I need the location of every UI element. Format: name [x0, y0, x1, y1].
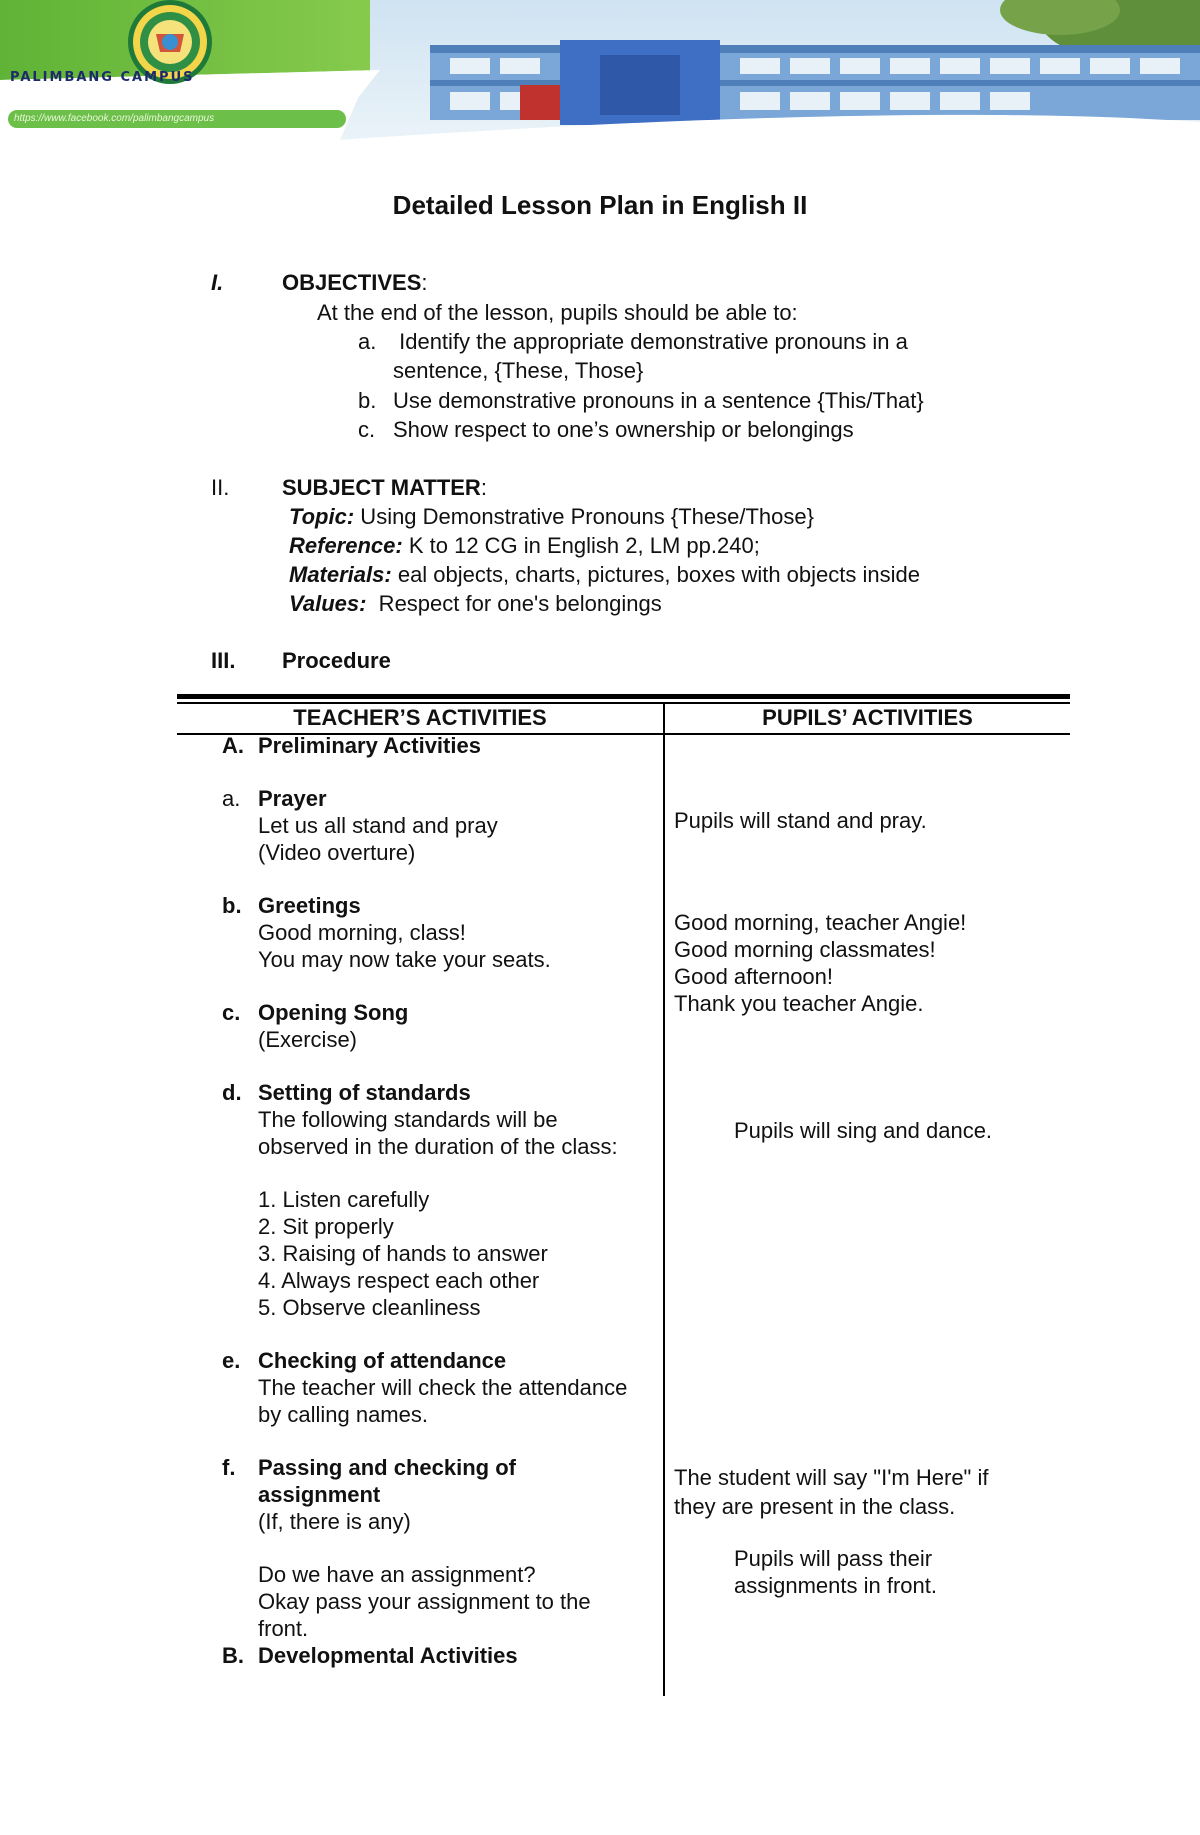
objectives-intro: At the end of the lesson, pupils should be able to:	[317, 300, 798, 325]
section-a-label: Preliminary Activities	[258, 733, 481, 758]
objective-b-letter: b.	[358, 388, 377, 413]
materials-line	[289, 562, 920, 588]
assignment-line-1: (If, there is any)	[258, 1509, 411, 1534]
section-a-letter: A.	[222, 733, 244, 758]
document-title: Detailed Lesson Plan in English II	[392, 190, 808, 220]
section-b-label: Developmental Activities	[258, 1643, 518, 1668]
objective-b-text: Use demonstrative pronouns in a sentence {This/That}	[393, 388, 924, 413]
objective-a-text-cont: sentence, {These, Those}	[393, 358, 644, 383]
topic-value: Using Demonstrative Pronouns {These/Those}	[354, 504, 814, 529]
pupils-greeting-2: Good morning classmates!	[674, 937, 936, 962]
greetings-line-2: You may now take your seats.	[258, 947, 551, 972]
greetings-label: Greetings	[258, 893, 361, 918]
pupils-prayer: Pupils will stand and pray.	[674, 808, 927, 833]
table-column-divider	[663, 704, 665, 1696]
standard-item-3: 3. Raising of hands to answer	[258, 1241, 548, 1266]
table-top-rule	[177, 694, 1070, 699]
greetings-line-1: Good morning, class!	[258, 920, 466, 945]
standard-item-4: 4. Always respect each other	[258, 1268, 540, 1293]
materials-value: eal objects, charts, pictures, boxes with objects inside	[391, 562, 920, 587]
greetings-letter: b.	[222, 893, 242, 918]
subject-heading-line	[282, 475, 487, 501]
col-pupils-header: PUPILS’ ACTIVITIES	[762, 705, 973, 730]
values-line	[289, 591, 662, 617]
song-letter: c.	[222, 1000, 241, 1025]
pupils-greeting-3: Good afternoon!	[674, 964, 834, 989]
pupils-song: Pupils will sing and dance.	[734, 1118, 993, 1143]
topic-line	[289, 504, 814, 530]
pupils-greeting-1: Good morning, teacher Angie!	[674, 910, 967, 935]
values-label: Values:	[289, 591, 367, 616]
col-teacher-header: TEACHER’S ACTIVITIES	[293, 705, 547, 730]
reference-label: Reference:	[289, 533, 403, 558]
song-label: Opening Song	[258, 1000, 409, 1025]
prayer-line-2: (Video overture)	[258, 840, 416, 865]
table-top-rule-thin	[177, 702, 1070, 704]
objective-a-text: Identify the appropriate demonstrative pronouns in a	[393, 329, 908, 354]
attendance-letter: e.	[222, 1348, 241, 1373]
materials-label: Materials:	[289, 562, 392, 587]
prayer-line-1: Let us all stand and pray	[258, 813, 498, 838]
assignment-line-4: front.	[258, 1616, 309, 1641]
header-banner	[0, 0, 1200, 140]
standard-item-2: 2. Sit properly	[258, 1214, 394, 1239]
pupils-attendance-1: The student will say "I'm Here" if	[674, 1465, 989, 1490]
topic-label: Topic:	[289, 504, 355, 529]
prayer-letter: a.	[222, 786, 241, 811]
subject-colon: :	[480, 475, 487, 500]
pupils-assignment-1: Pupils will pass their	[734, 1546, 933, 1571]
assignment-letter: f.	[222, 1455, 236, 1480]
objective-c-text: Show respect to one’s ownership or belongings	[393, 417, 854, 442]
standards-label: Setting of standards	[258, 1080, 471, 1105]
standards-line-2: observed in the duration of the class:	[258, 1134, 618, 1159]
values-value: Respect for one's belongings	[366, 591, 662, 616]
reference-line	[289, 533, 760, 559]
pupils-attendance-2: they are present in the class.	[674, 1494, 956, 1519]
procedure-heading: Procedure	[282, 648, 391, 673]
objectives-heading-line	[282, 270, 428, 296]
assignment-label-2: assignment	[258, 1482, 381, 1507]
objectives-numeral: I.	[211, 270, 224, 295]
attendance-label: Checking of attendance	[258, 1348, 507, 1373]
attendance-line-1: The teacher will check the attendance	[258, 1375, 628, 1400]
standard-item-5: 5. Observe cleanliness	[258, 1295, 481, 1320]
pupils-assignment-2: assignments in front.	[734, 1573, 937, 1598]
objectives-colon: :	[421, 270, 428, 295]
pupils-greeting-4: Thank you teacher Angie.	[674, 991, 924, 1016]
subject-heading: SUBJECT MATTER	[282, 475, 481, 500]
procedure-numeral: III.	[211, 648, 236, 673]
section-b-letter: B.	[222, 1643, 244, 1668]
attendance-line-2: by calling names.	[258, 1402, 428, 1427]
campus-name: PALIMBANG CAMPUS	[10, 70, 195, 85]
reference-value: K to 12 CG in English 2, LM pp.240;	[402, 533, 760, 558]
standard-item-1: 1. Listen carefully	[258, 1187, 430, 1212]
standards-letter: d.	[222, 1080, 242, 1105]
objective-a-letter: a.	[358, 329, 377, 354]
assignment-line-2: Do we have an assignment?	[258, 1562, 536, 1587]
objectives-heading: OBJECTIVES	[282, 270, 422, 295]
prayer-label: Prayer	[258, 786, 327, 811]
assignment-line-3: Okay pass your assignment to the	[258, 1589, 591, 1614]
standards-line-1: The following standards will be	[258, 1107, 558, 1132]
song-line-1: (Exercise)	[258, 1027, 358, 1052]
objective-c-letter: c.	[358, 417, 376, 442]
campus-url: https://www.facebook.com/palimbangcampus	[14, 113, 215, 124]
assignment-label-1: Passing and checking of	[258, 1455, 516, 1480]
subject-numeral: II.	[211, 475, 230, 500]
